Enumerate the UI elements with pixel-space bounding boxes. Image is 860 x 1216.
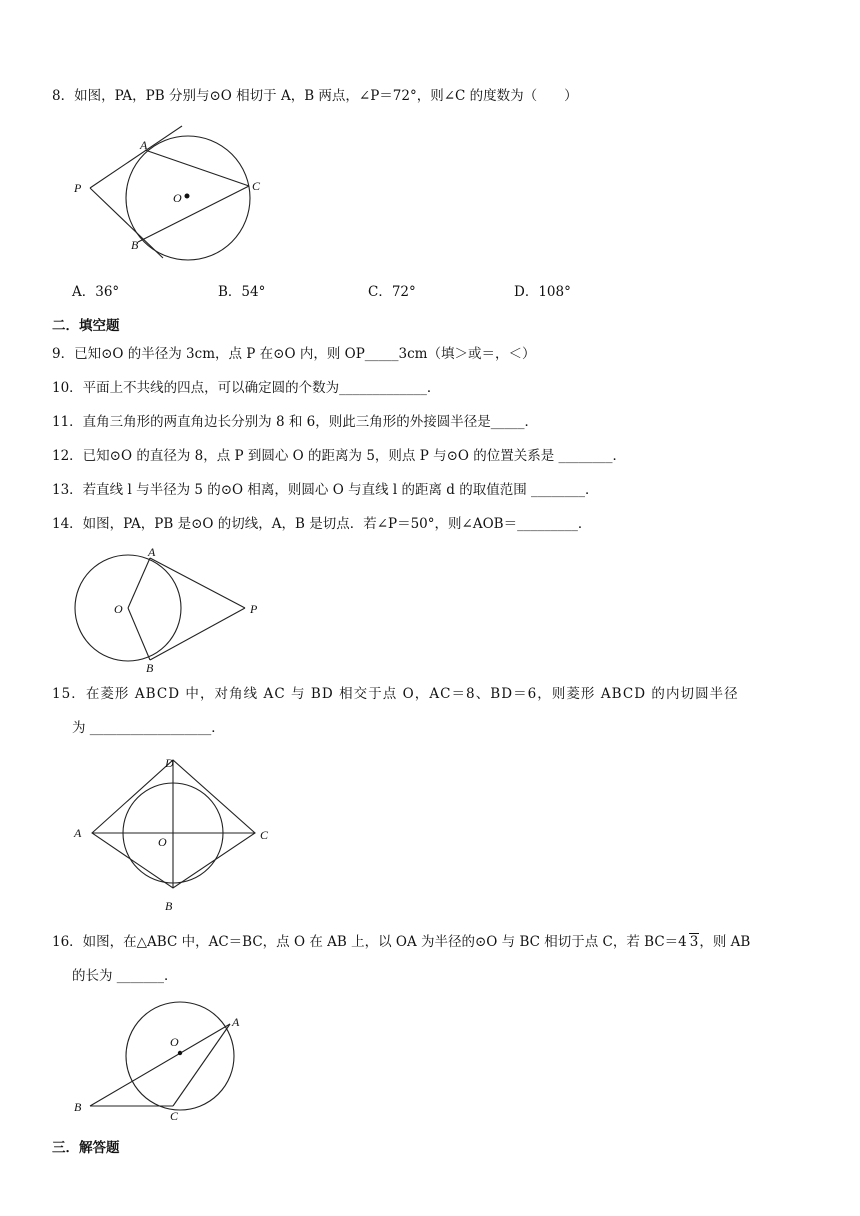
q15-label-b: B: [165, 899, 173, 913]
q16-label-a: A: [232, 1015, 240, 1029]
section-2-heading: 二．填空题: [52, 318, 120, 334]
q8-figure: [60, 118, 280, 268]
question-8-text: 8．如图，PA，PB 分别与⊙O 相切于 A，B 两点，∠P＝72°，则∠C 的度数为（ ）: [52, 88, 578, 104]
q14-label-a: A: [148, 545, 156, 559]
q15-label-c: C: [260, 828, 269, 842]
q8-label-c: C: [252, 179, 261, 193]
q15-label-d: D: [165, 756, 174, 770]
question-11-text: 11．直角三角形的两直角边长分别为 8 和 6，则此三角形的外接圆半径是_____．: [52, 414, 538, 430]
q8-label-o: O: [173, 191, 182, 205]
q8-option-b: B．54°: [218, 284, 266, 300]
q16-text-post: ，则 AB: [699, 934, 751, 950]
q14-figure: [60, 540, 280, 680]
question-9-text: 9．已知⊙O 的半径为 3cm，点 P 在⊙O 内，则 OP_____3cm（填＞或＝，＜）: [52, 346, 536, 362]
q15-label-a: A: [74, 826, 82, 840]
q14-label-b: B: [146, 661, 154, 675]
q15-figure: [60, 748, 290, 918]
q16-label-b: B: [74, 1100, 82, 1114]
question-15-text-line1: 15．在菱形 ABCD 中，对角线 AC 与 BD 相交于点 O，AC＝8、BD＝6，则菱形 ABCD 的内切圆半径: [52, 686, 739, 702]
q16-label-c: C: [170, 1109, 179, 1123]
question-10-text: 10．平面上不共线的四点，可以确定圆的个数为_____________．: [52, 380, 441, 396]
q14-label-o: O: [114, 602, 123, 616]
question-14-text: 14．如图，PA，PB 是⊙O 的切线，A，B 是切点．若∠P＝50°，则∠AOB＝_________．: [52, 516, 592, 532]
q14-label-p: P: [250, 602, 258, 616]
question-13-text: 13．若直线 l 与半径为 5 的⊙O 相离，则圆心 O 与直线 l 的距离 d 的取值范围 ________．: [52, 482, 599, 498]
q8-option-d: D．108°: [514, 284, 571, 300]
q16-text-pre: 16．如图，在△ABC 中，AC＝BC，点 O 在 AB 上，以 OA 为半径的⊙O 与 BC 相切于点 C，若 BC＝4: [52, 934, 687, 950]
q15-label-o: O: [158, 835, 167, 849]
q16-sqrt-radicand: 3: [689, 934, 699, 950]
section-3-heading: 三．解答题: [52, 1140, 120, 1156]
q8-option-a: A．36°: [72, 284, 120, 300]
question-12-text: 12．已知⊙O 的直径为 8，点 P 到圆心 O 的距离为 5，则点 P 与⊙O 的位置关系是 ________．: [52, 448, 627, 464]
q8-label-a: A: [140, 138, 148, 152]
q8-label-p: P: [74, 181, 82, 195]
question-15-text-line2: 为 __________________．: [72, 720, 225, 736]
q16-figure: [60, 996, 280, 1126]
q16-label-o: O: [170, 1035, 179, 1049]
q8-option-c: C．72°: [368, 284, 416, 300]
question-16-text-line2: 的长为 _______．: [72, 968, 178, 984]
q8-label-b: B: [131, 238, 139, 252]
question-16-text-line1: [52, 932, 750, 952]
